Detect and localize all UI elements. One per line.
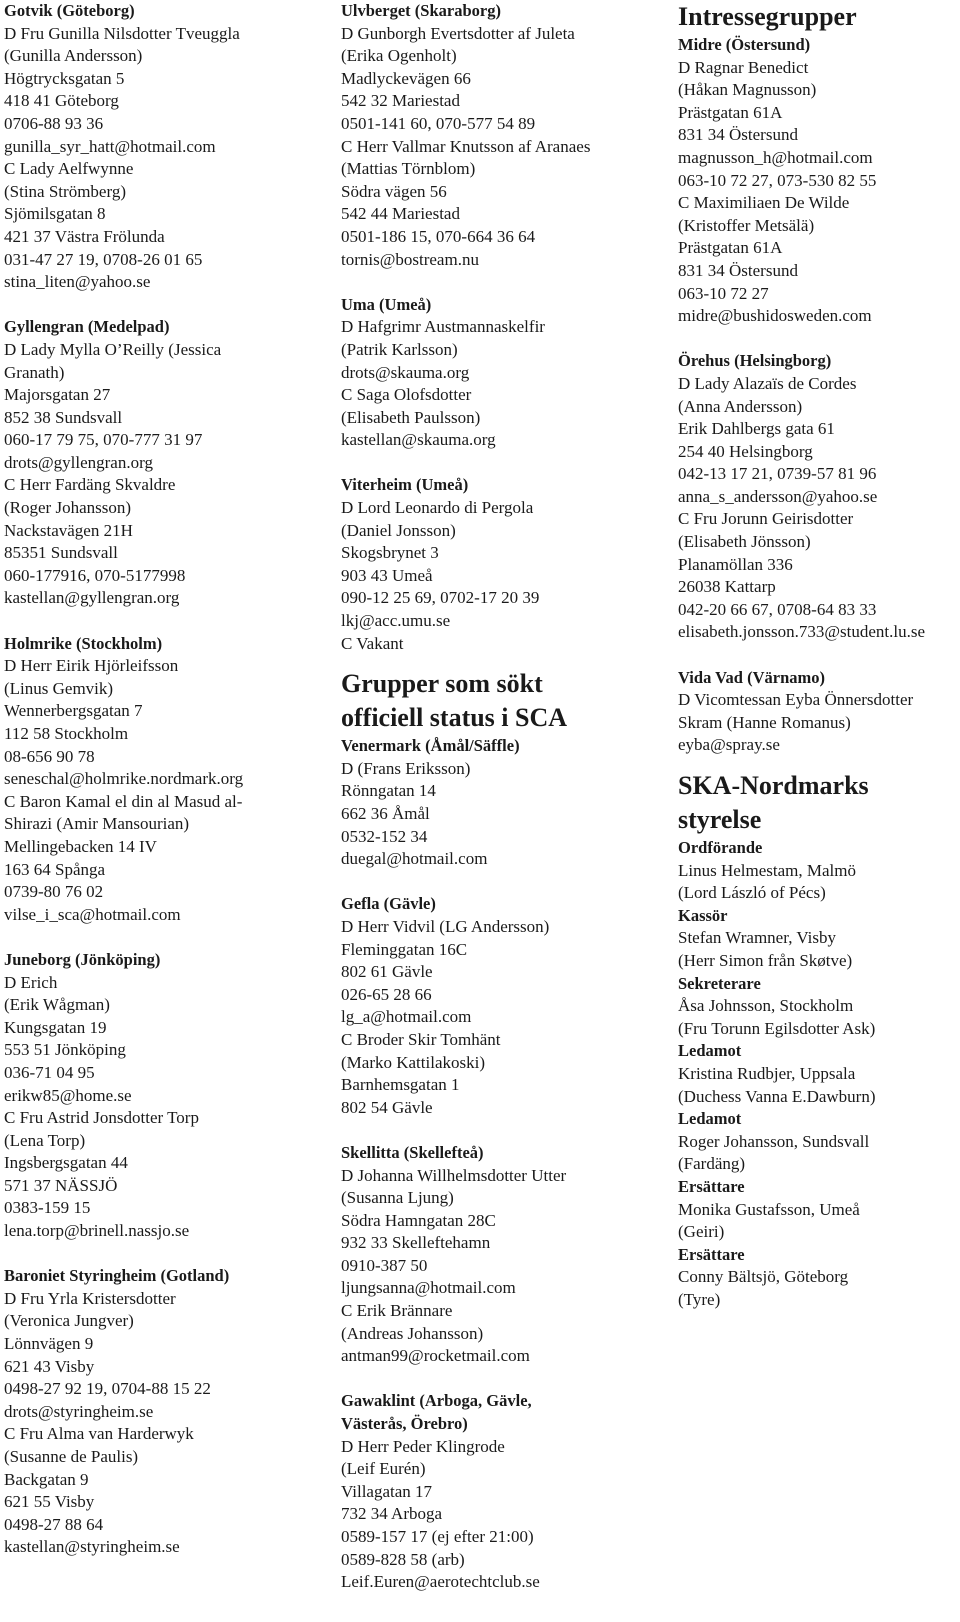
group-title: Örehus (Helsingborg) — [678, 351, 832, 371]
contact-line: C Herr Fardäng Skvaldre — [4, 475, 176, 495]
spacer — [341, 271, 659, 294]
contact-line: stina_liten@yahoo.se — [4, 272, 151, 292]
contact-line: (Duchess Vanna E.Dawburn) — [678, 1086, 876, 1106]
contact-line: C Vakant — [341, 633, 404, 653]
contact-line: (Herr Simon från Skøtve) — [678, 950, 853, 970]
contact-line: C Erik Brännare — [341, 1301, 453, 1321]
contact-line: Roger Johansson, Sundsvall — [678, 1131, 870, 1151]
board-role: Ersättare — [678, 1244, 745, 1264]
contact-line: 042-13 17 21, 0739-57 81 96 — [678, 464, 877, 484]
group-title: Venermark (Åmål/Säffle) — [341, 736, 520, 756]
contact-line: 042-20 66 67, 0708-64 83 33 — [678, 599, 877, 619]
contact-line: 662 36 Åmål — [341, 804, 430, 823]
contact-line: lg_a@hotmail.com — [341, 1007, 472, 1027]
group-title: Gawaklint (Arboga, Gävle, — [341, 1391, 532, 1411]
contact-line: kastellan@gyllengran.org — [4, 588, 180, 608]
spacer — [4, 610, 322, 633]
board-role: Ledamot — [678, 1109, 742, 1129]
contact-line: 85351 Sundsvall — [4, 543, 118, 563]
contact-line: (Erik Wågman) — [4, 995, 110, 1015]
contact-line: Lönnvägen 9 — [4, 1334, 94, 1354]
contact-line: seneschal@holmrike.nordmark.org — [4, 769, 244, 789]
spacer — [4, 294, 322, 317]
spacer — [678, 328, 960, 351]
contact-line: lena.torp@brinell.nassjo.se — [4, 1221, 190, 1241]
contact-line: Majorsgatan 27 — [4, 385, 111, 405]
contact-line: 0589-157 17 (ej efter 21:00) — [341, 1527, 534, 1546]
group-title: Västerås, Örebro) — [341, 1414, 468, 1434]
contact-line: Wennerbergsgatan 7 — [4, 701, 143, 721]
contact-line: 418 41 Göteborg — [4, 91, 119, 111]
contact-line: 0739-80 76 02 — [4, 882, 104, 902]
contact-line: (Mattias Törnblom) — [341, 159, 476, 179]
group-title: Juneborg (Jönköping) — [4, 949, 161, 969]
contact-line: Stefan Wramner, Visby — [678, 928, 836, 948]
contact-line: C Broder Skir Tomhänt — [341, 1029, 501, 1049]
group-title: Gyllengran (Medelpad) — [4, 317, 170, 337]
contact-line: Skogsbrynet 3 — [341, 543, 439, 563]
contact-line: 732 34 Arboga — [341, 1504, 443, 1524]
contact-line: Backgatan 9 — [4, 1469, 89, 1489]
contact-line: Mellingebacken 14 IV — [4, 836, 157, 856]
contact-line: (Stina Strömberg) — [4, 181, 126, 201]
contact-line: C Lady Aelfwynne — [4, 159, 134, 179]
contact-line: (Fardäng) — [678, 1154, 746, 1174]
contact-line: Skram (Hanne Romanus) — [678, 712, 851, 732]
contact-line: D Gunborgh Evertsdotter af Juleta — [341, 23, 575, 43]
contact-line: (Leif Eurén) — [341, 1459, 426, 1479]
contact-line: Conny Bältsjö, Göteborg — [678, 1267, 849, 1287]
contact-line: Shirazi (Amir Mansourian) — [4, 814, 190, 834]
spacer — [341, 1119, 659, 1142]
contact-line: 026-65 28 66 — [341, 984, 432, 1004]
section-heading: styrelse — [678, 805, 762, 834]
contact-line: antman99@rocketmail.com — [341, 1346, 530, 1366]
contact-line: gunilla_syr_hatt@hotmail.com — [4, 136, 216, 156]
contact-line: 0498-27 92 19, 0704-88 15 22 — [4, 1379, 211, 1399]
contact-line: D (Frans Eriksson) — [341, 758, 471, 778]
board-role: Ordförande — [678, 838, 763, 857]
contact-line: 0532-152 34 — [341, 826, 428, 846]
contact-line: D Herr Eirik Hjörleifsson — [4, 656, 179, 676]
contact-line: Kristina Rudbjer, Uppsala — [678, 1063, 856, 1083]
group-title: Skellitta (Skellefteå) — [341, 1142, 484, 1162]
contact-line: Leif.Euren@aerotechtclub.se — [341, 1572, 540, 1592]
contact-line: Södra Hamngatan 28C — [341, 1210, 496, 1230]
contact-line: (Linus Gemvik) — [4, 678, 114, 698]
contact-line: 26038 Kattarp — [678, 577, 776, 597]
contact-line: kastellan@styringheim.se — [4, 1537, 180, 1557]
contact-line: (Tyre) — [678, 1289, 721, 1309]
contact-line: (Anna Andersson) — [678, 396, 803, 416]
contact-line: 0383-159 15 — [4, 1198, 91, 1218]
board-role: Ledamot — [678, 1041, 742, 1061]
contact-line: Fleminggatan 16C — [341, 939, 468, 959]
contact-line: Prästgatan 61A — [678, 238, 783, 258]
contact-line: Erik Dahlbergs gata 61 — [678, 419, 835, 439]
contact-line: Monika Gustafsson, Umeå — [678, 1199, 860, 1219]
contact-line: 0498-27 88 64 — [4, 1514, 104, 1534]
contact-line: 621 55 Visby — [4, 1492, 95, 1512]
contact-line: D Hafgrimr Austmannaskelfir — [341, 317, 545, 337]
contact-line: D Herr Peder Klingrode — [341, 1436, 505, 1456]
contact-line: Linus Helmestam, Malmö — [678, 860, 857, 880]
contact-line: (Roger Johansson) — [4, 498, 132, 518]
contact-line: 036-71 04 95 — [4, 1062, 95, 1082]
contact-line: midre@bushidosweden.com — [678, 306, 872, 326]
contact-line: Planamöllan 336 — [678, 554, 793, 574]
contact-line: kastellan@skauma.org — [341, 430, 496, 450]
contact-line: D Vicomtessan Eyba Önnersdotter — [678, 690, 914, 710]
board-role: Ersättare — [678, 1176, 745, 1196]
contact-line: 0706-88 93 36 — [4, 113, 104, 133]
contact-line: ljungsanna@hotmail.com — [341, 1278, 516, 1298]
contact-line: 553 51 Jönköping — [4, 1040, 126, 1060]
contact-line: Villagatan 17 — [341, 1481, 433, 1501]
contact-line: (Geiri) — [678, 1222, 725, 1242]
contact-line: (Marko Kattilakoski) — [341, 1052, 485, 1072]
contact-line: magnusson_h@hotmail.com — [678, 147, 873, 167]
contact-line: C Saga Olofsdotter — [341, 385, 472, 405]
contact-line: 802 61 Gävle — [341, 962, 433, 982]
contact-line: duegal@hotmail.com — [341, 849, 488, 869]
contact-line: C Maximiliaen De Wilde — [678, 193, 850, 213]
contact-line: drots@gyllengran.org — [4, 452, 153, 472]
contact-line: 112 58 Stockholm — [4, 724, 129, 743]
contact-line: 063-10 72 27, 073-530 82 55 — [678, 170, 877, 190]
contact-line: 0501-186 15, 070-664 36 64 — [341, 226, 536, 246]
group-title: Holmrike (Stockholm) — [4, 633, 163, 653]
contact-line: (Veronica Jungver) — [4, 1311, 134, 1331]
contact-line: C Fru Astrid Jonsdotter Torp — [4, 1108, 199, 1128]
board-role: Sekreterare — [678, 973, 761, 993]
section-heading: officiell status i SCA — [341, 703, 568, 733]
column-right — [678, 0, 960, 1311]
contact-line: D Johanna Willhelmsdotter Utter — [341, 1165, 567, 1185]
group-title: Viterheim (Umeå) — [341, 475, 469, 495]
contact-line: Kungsgatan 19 — [4, 1017, 107, 1037]
group-title: Gotvik (Göteborg) — [4, 1, 135, 20]
spacer — [341, 655, 659, 667]
contact-line: erikw85@home.se — [4, 1085, 132, 1105]
board-role: Kassör — [678, 905, 728, 925]
contact-line: Madlyckevägen 66 — [341, 68, 471, 88]
contact-line: Granath) — [4, 362, 65, 382]
contact-line: 542 32 Mariestad — [341, 91, 460, 111]
group-title: Vida Vad (Värnamo) — [678, 667, 825, 687]
contact-line: 831 34 Östersund — [678, 125, 798, 145]
contact-line: Högtrycksgatan 5 — [4, 68, 125, 88]
group-title: Ulvberget (Skaraborg) — [341, 1, 501, 20]
contact-line: D Fru Yrla Kristersdotter — [4, 1288, 176, 1308]
contact-line: (Fru Torunn Egilsdotter Ask) — [678, 1018, 876, 1038]
contact-line: D Lady Alazaïs de Cordes — [678, 373, 857, 393]
contact-line: lkj@acc.umu.se — [341, 611, 451, 631]
section-heading: Intressegrupper — [678, 2, 857, 31]
contact-line: 542 44 Mariestad — [341, 204, 460, 224]
contact-line: 08-656 90 78 — [4, 746, 95, 766]
contact-line: 932 33 Skelleftehamn — [341, 1233, 491, 1253]
contact-line: (Lena Torp) — [4, 1130, 86, 1150]
contact-line: D Ragnar Benedict — [678, 57, 809, 77]
group-title: Midre (Östersund) — [678, 35, 811, 54]
contact-line: 421 37 Västra Frölunda — [4, 226, 165, 246]
contact-line: vilse_i_sca@hotmail.com — [4, 904, 181, 924]
contact-line: (Erika Ogenholt) — [341, 46, 457, 66]
contact-line: D Lady Mylla O’Reilly (Jessica — [4, 339, 222, 359]
contact-line: 903 43 Umeå — [341, 565, 433, 585]
contact-line: Åsa Johnsson, Stockholm — [678, 996, 854, 1016]
section-heading: SKA-Nordmarks — [678, 771, 869, 800]
spacer — [678, 644, 960, 667]
contact-line: C Fru Jorunn Geirisdotter — [678, 509, 854, 529]
contact-line: elisabeth.jonsson.733@student.lu.se — [678, 622, 926, 642]
contact-line: (Susanne de Paulis) — [4, 1447, 139, 1466]
contact-line: 621 43 Visby — [4, 1356, 95, 1376]
contact-line: (Elisabeth Jönsson) — [678, 532, 811, 552]
contact-line: C Fru Alma van Harderwyk — [4, 1424, 194, 1444]
contact-line: Nackstavägen 21H — [4, 520, 133, 540]
contact-line: eyba@spray.se — [678, 735, 780, 755]
contact-line: 0589-828 58 (arb) — [341, 1549, 465, 1569]
column-middle — [341, 0, 659, 1594]
contact-line: Prästgatan 61A — [678, 102, 783, 122]
contact-line: 0501-141 60, 070-577 54 89 — [341, 113, 536, 133]
section-heading: Grupper som sökt — [341, 669, 543, 699]
contact-line: 031-47 27 19, 0708-26 01 65 — [4, 249, 203, 269]
contact-line: 254 40 Helsingborg — [678, 441, 813, 461]
contact-line: 571 37 NÄSSJÖ — [4, 1175, 118, 1195]
contact-line: (Lord László of Pécs) — [678, 883, 826, 903]
contact-line: (Elisabeth Paulsson) — [341, 407, 481, 427]
contact-line: Rönngatan 14 — [341, 781, 436, 801]
contact-line: 802 54 Gävle — [341, 1097, 433, 1117]
contact-line: D Fru Gunilla Nilsdotter Tveuggla — [4, 23, 240, 43]
group-title: Baroniet Styringheim (Gotland) — [4, 1266, 230, 1286]
spacer — [341, 871, 659, 894]
contact-line: C Baron Kamal el din al Masud al- — [4, 791, 243, 811]
spacer — [678, 757, 960, 769]
spacer — [341, 452, 659, 475]
spacer — [4, 926, 322, 949]
spacer — [4, 1243, 322, 1266]
contact-line: 163 64 Spånga — [4, 859, 106, 879]
contact-line: C Herr Vallmar Knutsson af Aranaes — [341, 136, 591, 156]
contact-line: 090-12 25 69, 0702-17 20 39 — [341, 588, 540, 608]
contact-line: (Patrik Karlsson) — [341, 339, 458, 359]
contact-line: drots@styringheim.se — [4, 1401, 154, 1421]
contact-line: (Kristoffer Metsälä) — [678, 215, 815, 235]
contact-line: tornis@bostream.nu — [341, 249, 479, 269]
contact-line: 0910-387 50 — [341, 1255, 428, 1275]
contact-line: Barnhemsgatan 1 — [341, 1075, 460, 1095]
contact-line: (Daniel Jonsson) — [341, 520, 456, 540]
contact-line: (Andreas Johansson) — [341, 1323, 484, 1343]
contact-line: Södra vägen 56 — [341, 181, 447, 201]
contact-line: Sjömilsgatan 8 — [4, 204, 106, 224]
contact-line: 831 34 Östersund — [678, 260, 798, 280]
contact-line: (Gunilla Andersson) — [4, 46, 143, 66]
contact-line: D Erich — [4, 972, 58, 992]
spacer — [341, 1368, 659, 1391]
contact-line: drots@skauma.org — [341, 362, 470, 382]
contact-line: (Susanna Ljung) — [341, 1188, 454, 1208]
contact-line: 060-17 79 75, 070-777 31 97 — [4, 430, 203, 450]
group-title: Gefla (Gävle) — [341, 894, 436, 914]
contact-line: D Lord Leonardo di Pergola — [341, 498, 534, 518]
column-left — [4, 0, 322, 1559]
contact-line: (Håkan Magnusson) — [678, 80, 817, 100]
contact-line: Ingsbergsgatan 44 — [4, 1153, 128, 1173]
group-title: Uma (Umeå) — [341, 294, 432, 314]
contact-line: 852 38 Sundsvall — [4, 407, 123, 427]
contact-line: D Herr Vidvil (LG Andersson) — [341, 916, 550, 936]
contact-line: 063-10 72 27 — [678, 283, 769, 303]
contact-line: 060-177916, 070-5177998 — [4, 565, 186, 585]
contact-line: anna_s_andersson@yahoo.se — [678, 486, 878, 506]
